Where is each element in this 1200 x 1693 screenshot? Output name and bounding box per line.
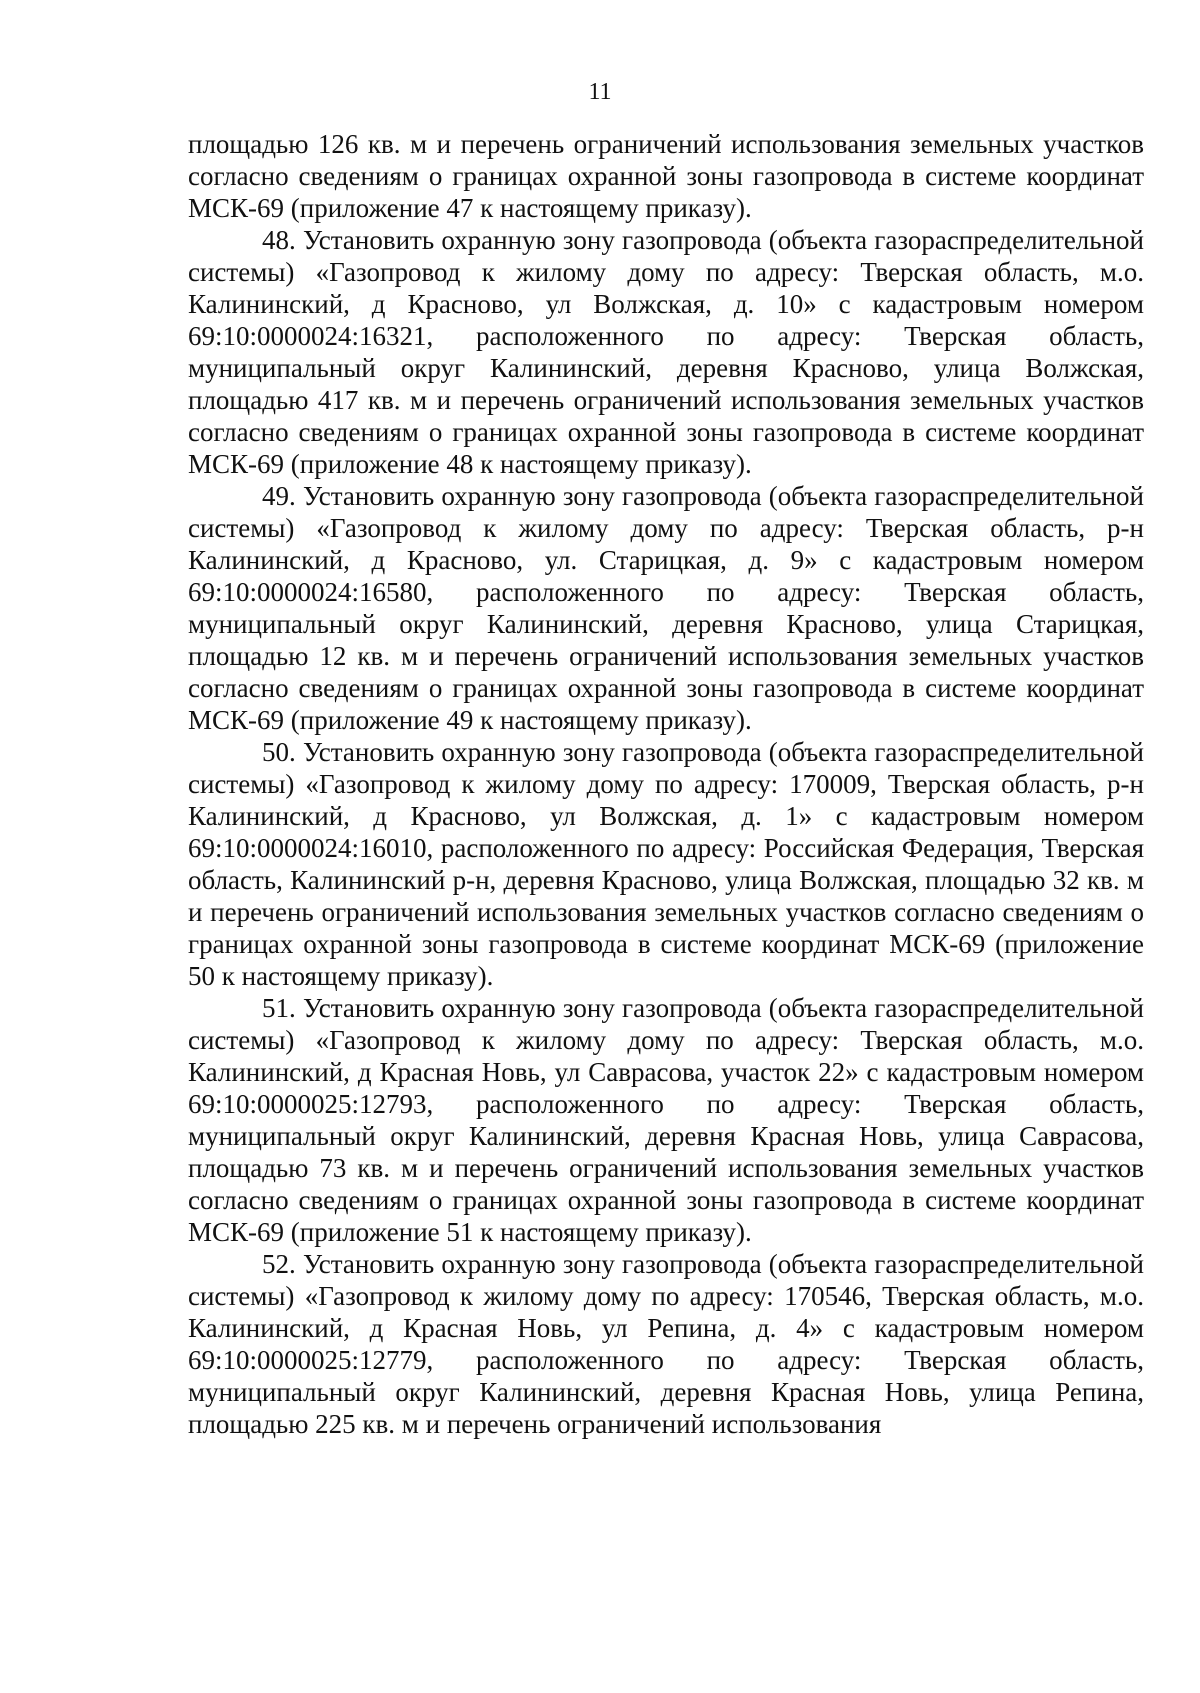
clause-number: 52. (262, 1249, 296, 1279)
page-number: 11 (588, 79, 612, 105)
clause-text: Установить охранную зону газопровода (объекта газораспределительной системы) «Газопровод к жилому дому по адресу: 170009, Тверская область, р-н Калининский, д Красново, ул Волжская, д. 1» с кадастровым номером 69:10:0000024:16010, расположенного по адресу: Российская Федерация, Тверская область, Калининский р-н, деревня Красново, улица Волжская, площадью 32 кв. м и перечень ограничений использования земельных участков согласно сведениям о границах охранной зоны газопровода в системе координат МСК-69 (приложение 50 к настоящему приказу). (188, 737, 1144, 991)
clause-50 (188, 736, 1144, 992)
clause-48 (188, 224, 1144, 480)
clause-text: Установить охранную зону газопровода (объекта газораспределительной системы) «Газопровод к жилому дому по адресу: Тверская область, р-н Калининский, д Красново, ул. Старицкая, д. 9» с кадастровым номером 69:10:0000024:16580, расположенного по адресу: Тверская область, муниципальный округ Калининский, деревня Красново, улица Старицкая, площадью 12 кв. м и перечень ограничений использования земельных участков согласно сведениям о границах охранной зоны газопровода в системе координат МСК-69 (приложение 49 к настоящему приказу). (188, 481, 1144, 735)
continuation-paragraph: площадью 126 кв. м и перечень ограничений использования земельных участков согласно сведениям о границах охранной зоны газопровода в системе координат МСК-69 (приложение 47 к настоящему приказу). (188, 129, 1144, 223)
clause-text: Установить охранную зону газопровода (объекта газораспределительной системы) «Газопровод к жилому дому по адресу: Тверская область, м.о. Калининский, д Красново, ул Волжская, д. 10» с кадастровым номером 69:10:0000024:16321, расположенного по адресу: Тверская область, муниципальный округ Калининский, деревня Красново, улица Волжская, площадью 417 кв. м и перечень ограничений использования земельных участков согласно сведениям о границах охранной зоны газопровода в системе координат МСК-69 (приложение 48 к настоящему приказу). (188, 225, 1144, 479)
clause-51 (188, 992, 1144, 1248)
clause-number: 51. (262, 993, 296, 1023)
clause-49 (188, 480, 1144, 736)
clause-text: Установить охранную зону газопровода (объекта газораспределительной системы) «Газопровод к жилому дому по адресу: Тверская область, м.о. Калининский, д Красная Новь, ул Саврасова, участок 22» с кадастровым номером 69:10:0000025:12793, расположенного по адресу: Тверская область, муниципальный округ Калининский, деревня Красная Новь, улица Саврасова, площадью 73 кв. м и перечень ограничений использования земельных участков согласно сведениям о границах охранной зоны газопровода в системе координат МСК-69 (приложение 51 к настоящему приказу). (188, 993, 1144, 1247)
clause-text: Установить охранную зону газопровода (объекта газораспределительной системы) «Газопровод к жилому дому по адресу: 170546, Тверская область, м.о. Калининский, д Красная Новь, ул Репина, д. 4» с кадастровым номером 69:10:0000025:12779, расположенного по адресу: Тверская область, муниципальный округ Калининский, деревня Красная Новь, улица Репина, площадью 225 кв. м и перечень ограничений использования (188, 1249, 1144, 1439)
clause-52 (188, 1248, 1144, 1440)
clause-number: 50. (262, 737, 296, 767)
clause-number: 49. (262, 481, 296, 511)
clause-number: 48. (262, 225, 296, 255)
document-body (188, 128, 1144, 1440)
